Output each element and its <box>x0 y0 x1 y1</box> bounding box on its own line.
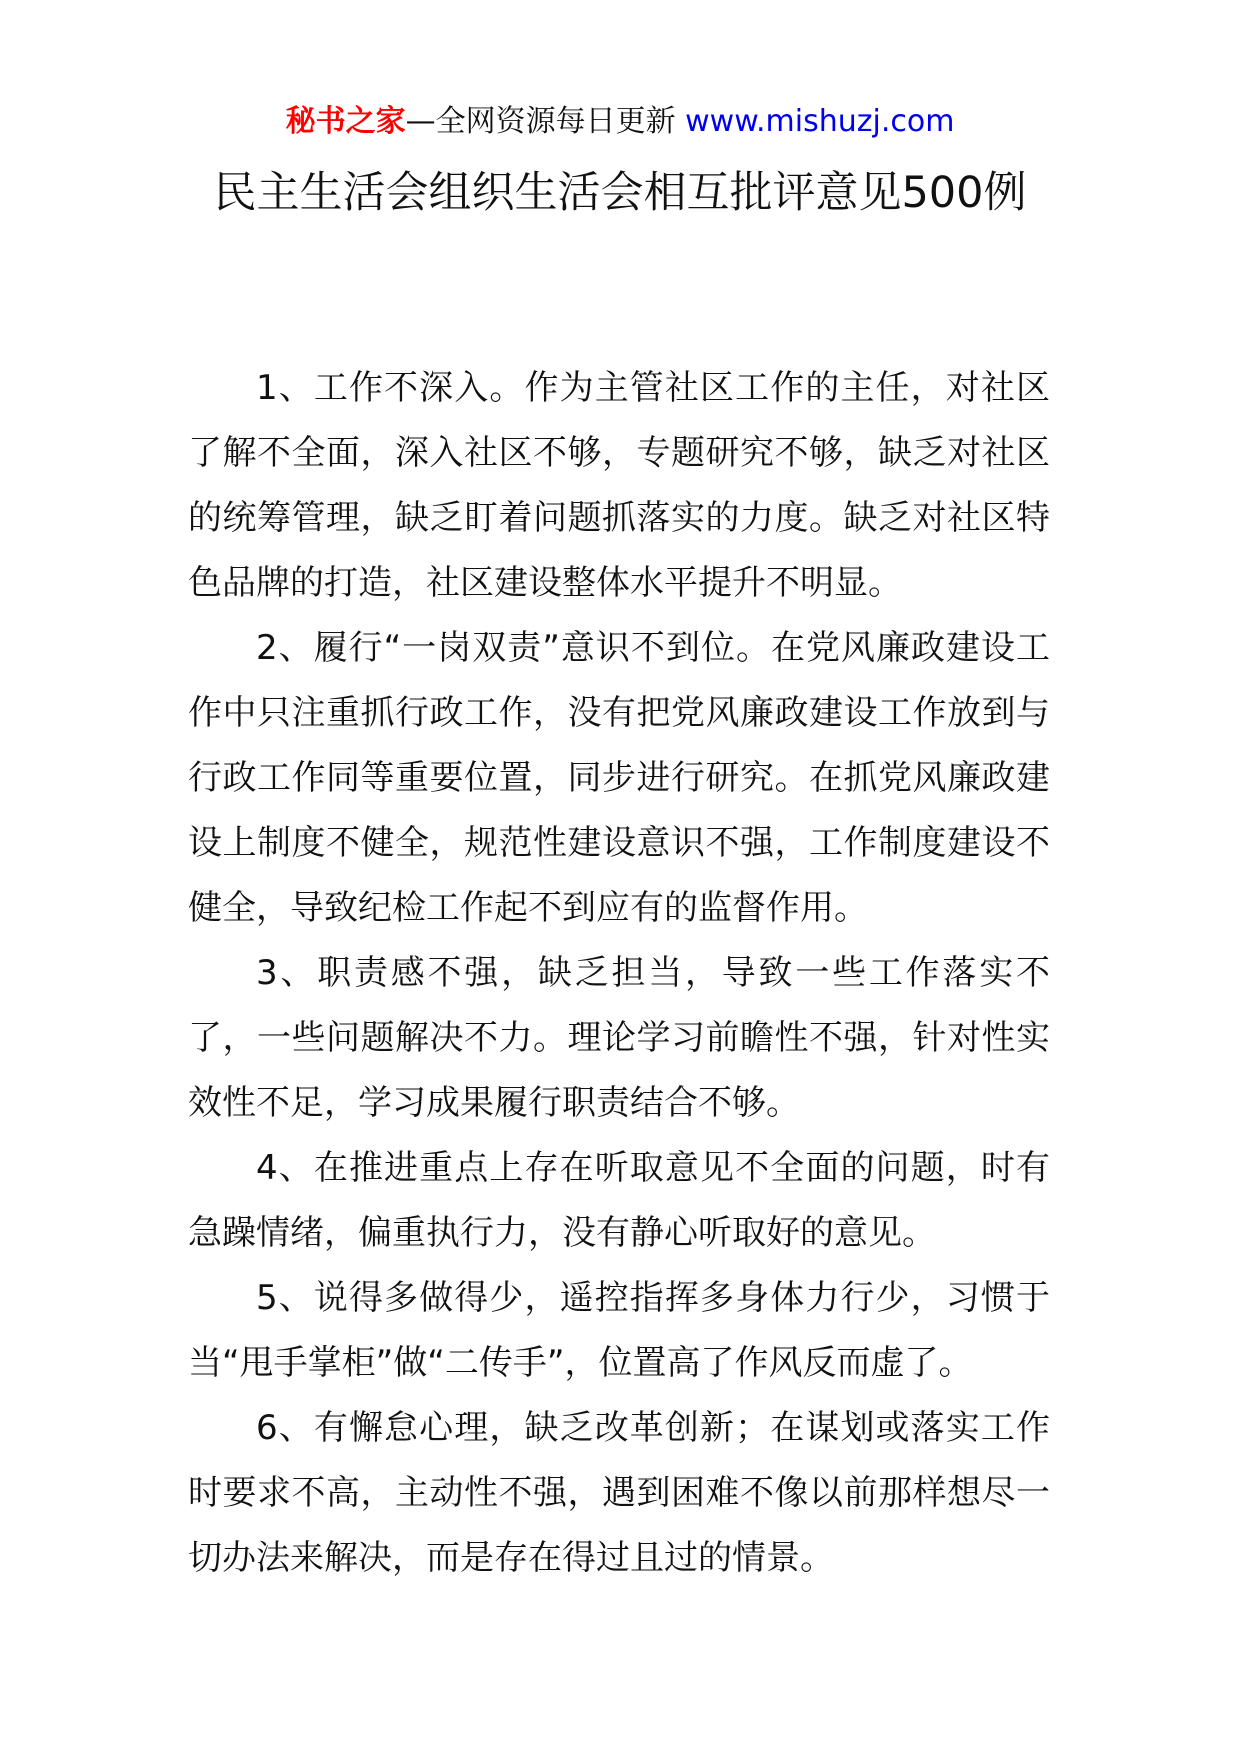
paragraph-2: 2、履行“一岗双责”意识不到位。在党风廉政建设工作中只注重抓行政工作，没有把党风廉政建设工作放到与行政工作同等重要位置，同步进行研究。在抓党风廉政建设上制度不健全，规范性建设意识不强，工作制度建设不健全，导致纪检工作起不到应有的监督作用。 <box>188 628 1050 928</box>
header-tagline: —全网资源每日更新 <box>405 104 676 139</box>
paragraph-6: 6、有懈怠心理，缺乏改革创新；在谋划或落实工作时要求不高，主动性不强，遇到困难不像以前那样想尽一切办法来解决，而是存在得过且过的情景。 <box>188 1408 1050 1578</box>
document-title: 民主生活会组织生活会相互批评意见500例 <box>213 168 1027 218</box>
paragraph-1: 1、工作不深入。作为主管社区工作的主任，对社区了解不全面，深入社区不够，专题研究不够，缺乏对社区的统筹管理，缺乏盯着问题抓落实的力度。缺乏对社区特色品牌的打造，社区建设整体水平提升不明显。 <box>188 368 1050 603</box>
header-brand: 秘书之家 <box>285 104 406 139</box>
document-body <box>188 356 1050 1591</box>
paragraph-5: 5、说得多做得少，遥控指挥多身体力行少，习惯于当“甩手掌柜”做“二传手”，位置高了作风反而虚了。 <box>188 1278 1050 1383</box>
paragraph-4: 4、在推进重点上存在听取意见不全面的问题，时有急躁情绪，偏重执行力，没有静心听取好的意见。 <box>188 1148 1050 1253</box>
paragraph-3: 3、职责感不强，缺乏担当，导致一些工作落实不了，一些问题解决不力。理论学习前瞻性不强，针对性实效性不足，学习成果履行职责结合不够。 <box>188 953 1050 1123</box>
header-url-link[interactable]: www.mishuzj.com <box>685 104 955 139</box>
page-header <box>0 100 1240 144</box>
